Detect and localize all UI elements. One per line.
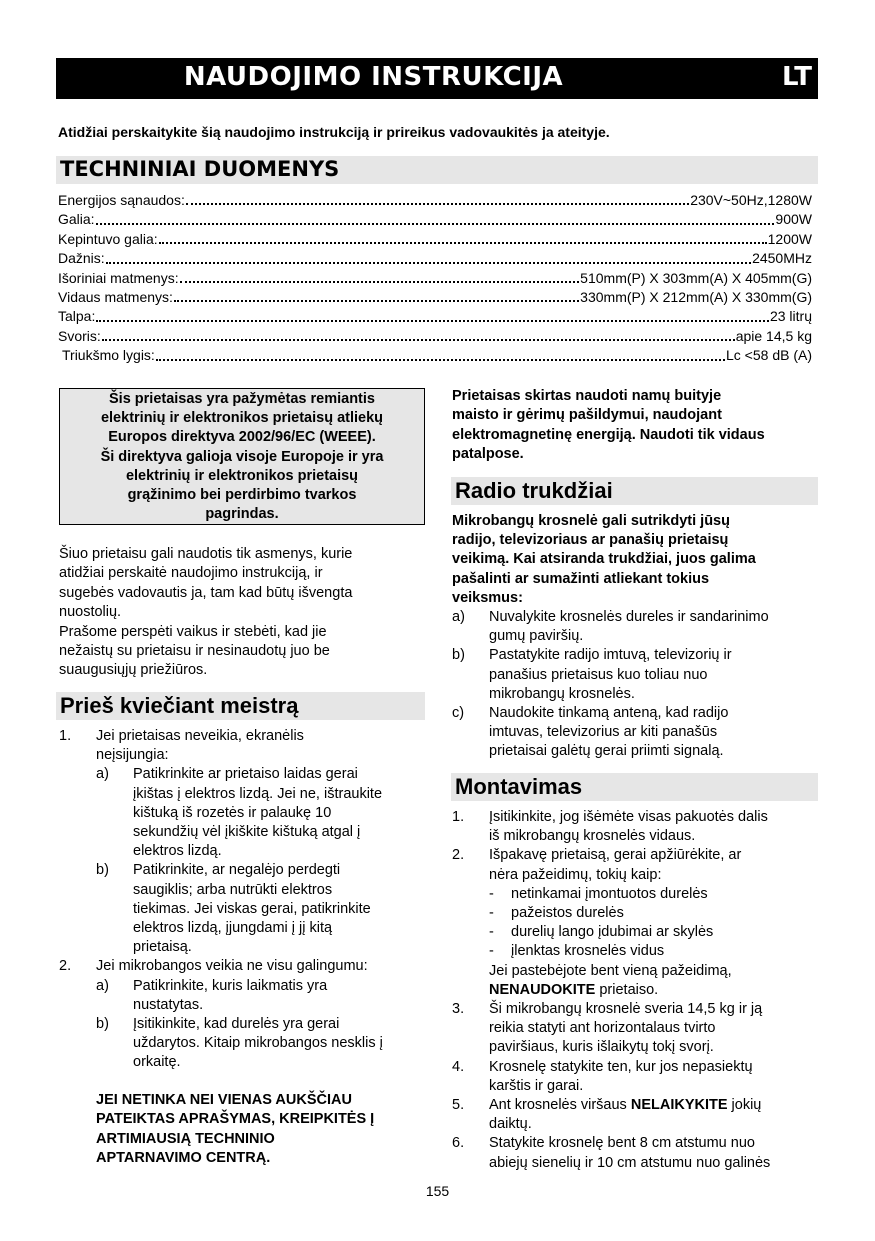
list-item (452, 608, 818, 646)
sub-item (96, 765, 425, 861)
item-line: Jei pastebėjote bent vieną pažeidimą, (489, 962, 732, 979)
spec-dots (96, 319, 769, 322)
spec-label: Kepintuvo galia: (58, 230, 158, 247)
item-line: imtuvas, televizorius ar kiti panašūs (489, 724, 718, 741)
dash-marker: - (489, 924, 494, 941)
spec-row (58, 327, 812, 346)
item-line: prietaisai galėtų gerai priimti signalą. (489, 743, 724, 760)
page-title-bar (56, 58, 818, 99)
item-line: neįsijungia: (96, 747, 169, 764)
item-line: Ši mikrobangų krosnelė sveria 14,5 kg ir ją (489, 1001, 763, 1018)
sub-item-letter: b) (96, 862, 109, 879)
purpose-line: maisto ir gėrimų pašildymui, naudojant (452, 407, 722, 424)
item-line: gumų paviršių. (489, 628, 584, 645)
item-number: 2. (452, 847, 465, 864)
spec-row (58, 346, 812, 365)
sub-item (96, 977, 425, 1015)
spec-dots (180, 280, 580, 283)
dash-item (489, 885, 818, 904)
sub-item-line: sekundžių vėl įkiškite kištuką atgal į (133, 824, 361, 841)
item-line: panašius prietaisus kuo toliau nuo (489, 666, 708, 683)
dash-item (489, 904, 818, 923)
sub-item-letter: a) (96, 977, 109, 994)
warning-line: JEI NETINKA NEI VIENAS AUKŠČIAU (96, 1092, 352, 1108)
notice-line: Europos direktyva 2002/96/EC (WEEE). (108, 429, 376, 446)
notice-line: grąžinimo bei perdirbimo tvarkos (127, 487, 357, 504)
item-line: karštis ir garai. (489, 1077, 584, 1094)
intro-text: Atidžiai perskaitykite šią naudojimo instrukciją ir prireikus vadovaukitės ja ateityje. (58, 124, 610, 140)
item-letter: a) (452, 609, 465, 625)
dash-item (489, 923, 818, 942)
sub-item (96, 861, 425, 957)
notice-line: Šis prietaisas yra pažymėtas remiantis (109, 391, 375, 407)
item-line: daiktų. (489, 1116, 532, 1133)
usage-line: Šiuo prietaisu gali naudotis tik asmenys, kurie (59, 546, 353, 562)
item-number: 2. (59, 958, 72, 975)
language-code: LT (782, 62, 812, 92)
spec-label: Galia: (58, 211, 95, 228)
item-line (489, 1096, 818, 1115)
spec-label: Vidaus matmenys: (58, 288, 173, 305)
item-line: Krosnelę statykite ten, kur jos nepasiektų (489, 1058, 753, 1075)
spec-label: Triukšmo lygis: (62, 347, 155, 364)
sub-item-line: Patikrinkite, ar negalėjo perdegti (133, 862, 341, 879)
item-line: Pastatykite radijo imtuvą, televizorių ir (489, 647, 732, 664)
dash-text: netinkamai įmontuotos durelės (511, 885, 708, 902)
list-item (59, 727, 425, 957)
item-line: abiejų sienelių ir 10 cm atstumu nuo galinės (489, 1154, 771, 1171)
list-item (452, 846, 818, 1000)
sub-item (96, 1015, 425, 1073)
spec-value: 230V~50Hz,1280W (690, 192, 812, 208)
item-line: nėra pažeidimų, tokių kaip: (489, 866, 662, 883)
usage-line: nežaistų su prietaisu ir nesinaudotų juo be (59, 643, 330, 660)
spec-row (58, 230, 812, 249)
sub-item-line: prietaisą. (133, 939, 192, 956)
radio-intro-line: pašalinti ar sumažinti atliekant tokius (452, 570, 710, 587)
sub-item-line: orkaitę. (133, 1054, 181, 1071)
list-item (452, 1134, 818, 1172)
dash-item (489, 942, 818, 961)
item-line: paviršiaus, kuris išlaikytų tokį svorį. (489, 1039, 714, 1056)
spec-label: Svoris: (58, 327, 101, 344)
spec-value: 900W (775, 211, 812, 228)
spec-dots (102, 338, 735, 341)
dash-marker: - (489, 943, 494, 960)
notice-line: elektrinių ir elektronikos prietaisų (125, 467, 359, 484)
spec-value: 330mm(P) X 212mm(A) X 330mm(G) (580, 288, 812, 305)
item-number: 5. (452, 1097, 465, 1114)
item-line: Įsitikinkite, jog išėmėte visas pakuotės dalis (489, 809, 768, 825)
list-item (452, 1058, 818, 1096)
item-number: 6. (452, 1135, 465, 1152)
list-item (452, 1096, 818, 1134)
spec-label: Išoriniai matmenys: (58, 269, 179, 286)
before-service-heading (56, 692, 425, 720)
sub-item-line: elektros lizdą, įjungdami į jį kitą (133, 920, 333, 937)
radio-heading (451, 477, 818, 505)
radio-intro-line: veiksmus: (452, 589, 523, 606)
weee-notice-box (59, 388, 425, 525)
spec-label: Energijos sąnaudos: (58, 192, 185, 208)
spec-value: 510mm(P) X 303mm(A) X 405mm(G) (580, 269, 812, 286)
radio-intro (452, 512, 818, 608)
spec-row (58, 269, 812, 288)
spec-row (58, 191, 812, 210)
specs-list (58, 191, 812, 366)
item-line: Statykite krosnelę bent 8 cm atstumu nuo (489, 1135, 755, 1152)
purpose-line: Prietaisas skirtas naudoti namų buityje (452, 388, 722, 404)
installation-heading (451, 773, 818, 801)
list-item (452, 704, 818, 762)
item-line: Nuvalykite krosnelės dureles ir sandarinimo (489, 609, 769, 625)
item-text: jokių (727, 1097, 762, 1114)
spec-dots (159, 241, 767, 244)
spec-label: Dažnis: (58, 250, 105, 267)
usage-line: sugebės vadovautis ja, tam kad būtų išvengta (59, 584, 353, 601)
warning-line: ARTIMIAUSIĄ TECHNINIO (96, 1130, 275, 1147)
spec-dots (96, 222, 775, 225)
purpose-line: elektromagnetinę energiją. Naudoti tik vidaus (452, 426, 765, 443)
item-line: Jei prietaisas neveikia, ekranėlis (96, 728, 304, 744)
item-text: prietaiso. (595, 981, 659, 998)
sub-item-line: kištuką iš rozetės ir palaukę 10 (133, 804, 332, 821)
sub-item-line: Įsitikinkite, kad durelės yra gerai (133, 1016, 340, 1033)
page-title: NAUDOJIMO INSTRUKCIJA (183, 62, 564, 92)
item-number: 1. (452, 809, 465, 825)
radio-list (452, 608, 818, 762)
before-service-heading-text: Prieš kviečiant meistrą (60, 693, 299, 718)
item-number: 1. (59, 728, 72, 744)
purpose-text (452, 387, 818, 465)
list-item (452, 808, 818, 846)
item-line: Naudokite tinkamą anteną, kad radijo (489, 705, 729, 722)
page-number: 155 (425, 1183, 450, 1199)
sub-item-letter: b) (96, 1016, 109, 1033)
spec-value: 2450MHz (752, 250, 812, 267)
item-letter: b) (452, 647, 465, 664)
item-letter: c) (452, 705, 465, 722)
dash-text: pažeistos durelės (511, 905, 624, 922)
sub-item-line: įkištas į elektros lizdą. Jei ne, ištraukite (133, 785, 383, 802)
list-item (452, 1000, 818, 1058)
sub-item-line: uždarytos. Kitaip mikrobangos nesklis į (133, 1035, 383, 1052)
spec-dots (106, 261, 751, 264)
specs-heading-text: TECHNINIAI DUOMENYS (60, 157, 340, 181)
sub-item-line: saugiklis; arba nutrūkti elektros (133, 881, 333, 898)
spec-value: Lc <58 dB (A) (726, 347, 812, 364)
dash-text: durelių lango įdubimai ar skylės (511, 924, 714, 941)
spec-row (58, 307, 812, 326)
item-line: Išpakavę prietaisą, gerai apžiūrėkite, ar (489, 847, 742, 864)
item-number: 4. (452, 1058, 465, 1075)
radio-intro-line: radijo, televizoriaus ar panašių prietaisų (452, 532, 729, 549)
sub-item-line: Patikrinkite, kuris laikmatis yra (133, 977, 328, 994)
spec-value: 23 litrų (769, 308, 812, 325)
spec-label: Talpa: (58, 308, 96, 325)
usage-line: nuostolių. (59, 604, 122, 621)
emphasis: NENAUDOKITE (489, 981, 596, 998)
before-service-list (59, 727, 425, 1073)
purpose-line: patalpose. (452, 446, 524, 463)
radio-intro-line: veikimą. Kai atsiranda trukdžiai, juos galima (452, 551, 756, 568)
item-line: iš mikrobangų krosnelės vidaus. (489, 828, 696, 845)
specs-heading (56, 156, 818, 184)
dash-text: įlenktas krosnelės vidus (511, 943, 665, 960)
usage-line: suaugusiųjų priežiūros. (59, 662, 208, 679)
notice-line: Ši direktyva galioja visoje Europoje ir yra (100, 448, 384, 465)
sub-item-line: nustatytas. (133, 996, 204, 1013)
notice-line: pagrindas. (205, 506, 279, 523)
spec-dots (186, 202, 689, 205)
spec-dots (156, 358, 725, 361)
item-line: mikrobangų krosnelės. (489, 685, 635, 702)
installation-heading-text: Montavimas (455, 774, 583, 799)
item-line: Jei mikrobangos veikia ne visu galingumu: (96, 958, 368, 975)
list-item (59, 957, 425, 1072)
sub-item-line: elektros lizdą. (133, 843, 222, 860)
spec-dots (174, 299, 579, 302)
warning-line: APTARNAVIMO CENTRĄ. (96, 1150, 271, 1167)
notice-line: elektrinių ir elektronikos prietaisų atliekų (100, 410, 384, 427)
service-warning (96, 1091, 426, 1169)
installation-list (452, 808, 818, 1173)
sub-item-line: tiekimas. Jei viskas gerai, patikrinkite (133, 900, 371, 917)
radio-intro-line: Mikrobangų krosnelė gali sutrikdyti jūsų (452, 513, 730, 529)
spec-row (58, 288, 812, 307)
item-number: 3. (452, 1001, 465, 1018)
emphasis: NELAIKYKITE (630, 1097, 728, 1114)
spec-row (58, 249, 812, 268)
item-line: reikia statyti ant horizontalaus tvirto (489, 1020, 716, 1037)
item-line (489, 981, 818, 1000)
sub-item-letter: a) (96, 766, 109, 783)
list-item (452, 646, 818, 704)
usage-line: Prašome perspėti vaikus ir stebėti, kad jie (59, 623, 327, 640)
dash-marker: - (489, 885, 494, 902)
radio-heading-text: Radio trukdžiai (455, 478, 613, 503)
spec-value: apie 14,5 kg (735, 327, 812, 344)
spec-value: 1200W (767, 230, 812, 247)
warning-line: PATEIKTAS APRAŠYMAS, KREIPKITĖS Į (96, 1111, 375, 1128)
sub-item-line: Patikrinkite ar prietaiso laidas gerai (133, 766, 358, 783)
spec-row (58, 210, 812, 229)
item-text: Ant krosnelės viršaus (489, 1097, 631, 1114)
usage-note (59, 545, 429, 681)
usage-line: atidžiai perskaitė naudojimo instrukciją, ir (59, 565, 323, 582)
dash-marker: - (489, 905, 494, 922)
